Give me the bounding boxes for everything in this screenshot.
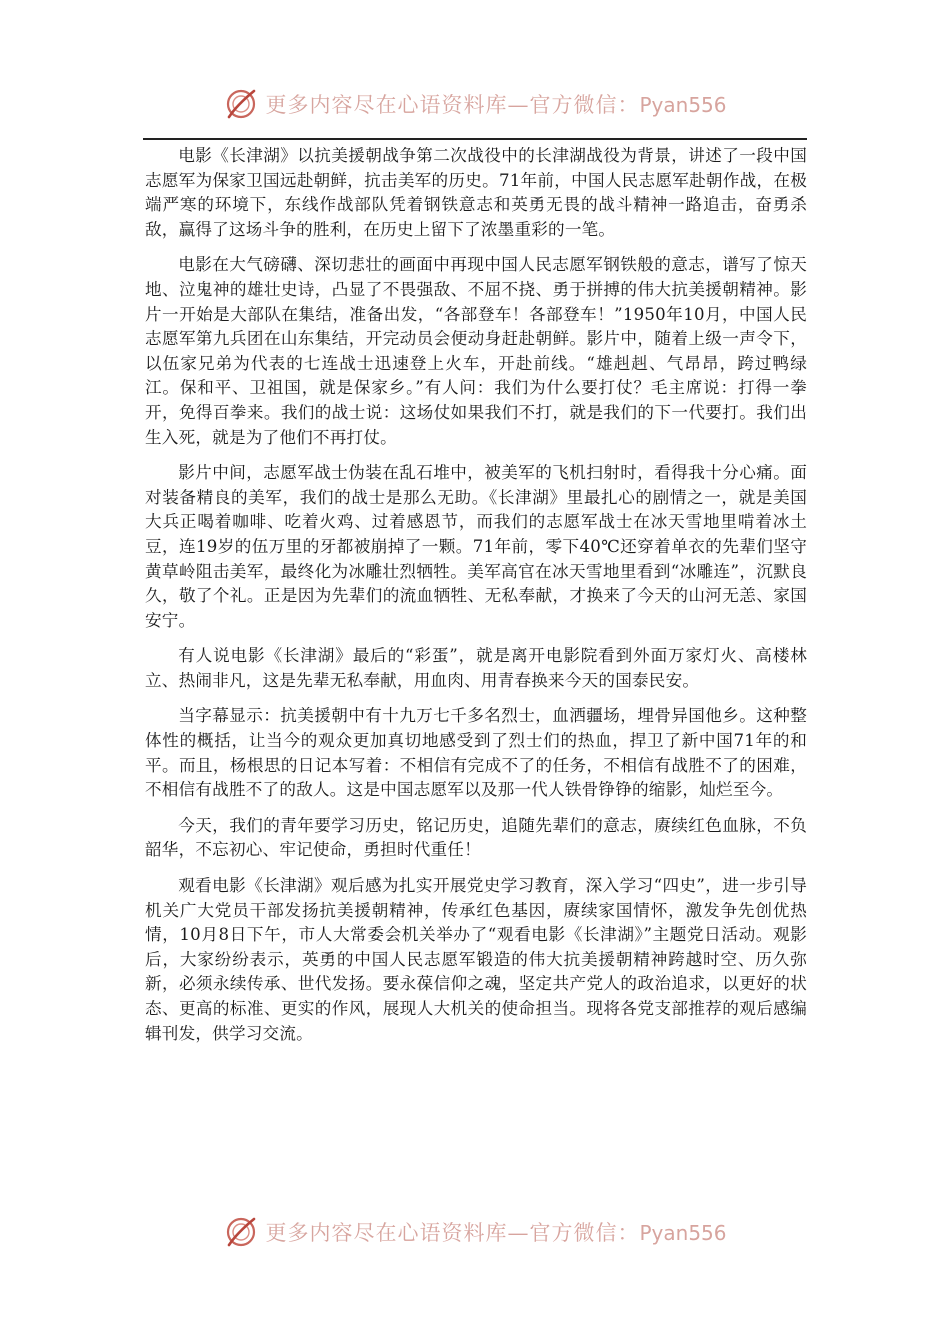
paragraph-6: 今天，我们的青年要学习历史，铭记历史，追随先辈们的意志，赓续红色血脉，不负韶华，不忘初心、牢记使命，勇担时代重任！ xyxy=(145,815,807,860)
paragraph-5: 当字幕显示：抗美援朝中有十九万七千多名烈士，血洒疆场，埋骨异国他乡。这种整体性的概括，让当今的观众更加真切地感受到了烈士们的热血，捍卫了新中国71年的和平。而且，杨根思的日记本写着：不相信有完成不了的任务，不相信有战胜不了的困难，不相信有战胜不了的敌人。这是中国志愿军以及那一代人铁骨铮铮的缩影，灿烂至今。 xyxy=(145,706,807,800)
quill-seal-icon xyxy=(223,86,259,122)
document-body xyxy=(145,144,807,1057)
paragraph-7: 观看电影《长津湖》观后感为扎实开展党史学习教育，深入学习“四史”，进一步引导机关广大党员干部发扬抗美援朝精神，传承红色基因，赓续家国情怀，激发争先创优热情，10月8日下午，市人大常委会机关举办了“观看电影《长津湖》”主题党日活动。观影后，大家纷纷表示，英勇的中国人民志愿军锻造的伟大抗美援朝精神跨越时空、历久弥新，必须永续传承、世代发扬。要永葆信仰之魂，坚定共产党人的政治追求，以更好的状态、更高的标准、更实的作风，展现人大机关的使命担当。现将各党支部推荐的观后感编辑刊发，供学习交流。 xyxy=(145,876,807,1043)
paragraph-1: 电影《长津湖》以抗美援朝战争第二次战役中的长津湖战役为背景，讲述了一段中国志愿军为保家卫国远赴朝鲜，抗击美军的历史。71年前，中国人民志愿军赴朝作战，在极端严寒的环境下，东线作战部队凭着钢铁意志和英勇无畏的战斗精神一路追击，奋勇杀敌，赢得了这场斗争的胜利，在历史上留下了浓墨重彩的一笔。 xyxy=(145,146,807,239)
header-banner-account: Pyan556 xyxy=(639,93,727,117)
quill-seal-icon xyxy=(223,1214,259,1250)
footer-banner-text: 更多内容尽在心语资料库—官方微信：Pyan556 xyxy=(265,1221,727,1245)
paragraph-2: 电影在大气磅礴、深切悲壮的画面中再现中国人民志愿军钢铁般的意志，谱写了惊天地、泣鬼神的雄壮史诗，凸显了不畏强敌、不屈不挠、勇于拼搏的伟大抗美援朝精神。影片一开始是大部队在集结，准备出发，“各部登车！各部登车！”1950年10月，中国人民志愿军第九兵团在山东集结，开完动员会便动身赶赴朝鲜。影片中，随着上级一声令下，以伍家兄弟为代表的七连战士迅速登上火车，开赴前线。“雄赳赳、气昂昂，跨过鸭绿江。保和平、卫祖国，就是保家乡。”有人问：我们为什么要打仗？毛主席说：打得一拳开，免得百拳来。我们的战士说：这场仗如果我们不打，就是我们的下一代要打。我们出生入死，就是为了他们不再打仗。 xyxy=(145,255,807,447)
paragraph-4: 有人说电影《长津湖》最后的“彩蛋”，就是离开电影院看到外面万家灯火、高楼林立、热闹非凡，这是先辈无私奉献，用血肉、用青春换来今天的国泰民安。 xyxy=(145,646,807,690)
header-rule xyxy=(143,138,807,140)
paragraph-3: 影片中间，志愿军战士伪装在乱石堆中，被美军的飞机扫射时，看得我十分心痛。面对装备精良的美军，我们的战士是那么无助。《长津湖》里最扎心的剧情之一，就是美国大兵正喝着咖啡、吃着火鸡、过着感恩节，而我们的志愿军战士在冰天雪地里啃着冰土豆，连19岁的伍万里的牙都被崩掉了一颗。71年前，零下40℃还穿着单衣的先辈们坚守黄草岭阻击美军，最终化为冰雕壮烈牺牲。美军高官在冰天雪地里看到“冰雕连”，沉默良久，敬了个礼。正是因为先辈们的流血牺牲、无私奉献，才换来了今天的山河无恙、家国安宁。 xyxy=(145,463,807,630)
header-banner-text: 更多内容尽在心语资料库—官方微信：Pyan556 xyxy=(265,93,727,117)
footer-banner xyxy=(0,1212,950,1252)
header-banner xyxy=(0,84,950,124)
footer-banner-account: Pyan556 xyxy=(639,1221,727,1245)
